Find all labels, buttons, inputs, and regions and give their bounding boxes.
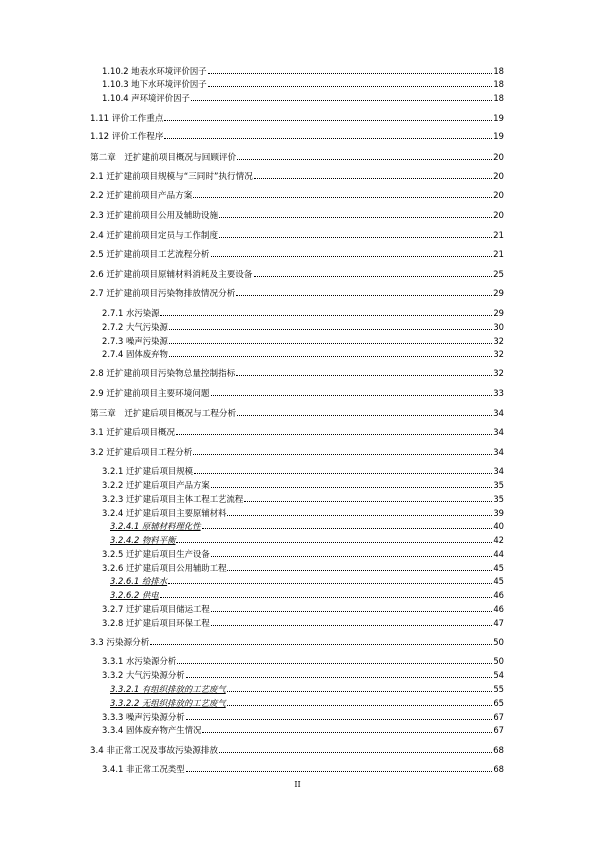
toc-entry[interactable] <box>90 210 504 221</box>
toc-entry-page: 46 <box>493 604 504 614</box>
toc-entry-page: 20 <box>493 172 504 182</box>
toc-entry-page: 18 <box>493 79 504 89</box>
toc-entry[interactable] <box>90 745 504 756</box>
toc-entry-title: 3.2.4 迁扩建后项目主要原辅材料 <box>102 508 227 518</box>
toc-entry-title: 2.4 迁扩建前项目定员与工作制度 <box>90 231 219 241</box>
toc-entry-title: 3.1 迁扩建后项目概况 <box>90 428 176 438</box>
toc-dot-leader <box>208 66 493 74</box>
toc-entry[interactable] <box>110 698 504 708</box>
toc-entry-title: 3.3.4 固体废弃物产生情况 <box>102 725 202 735</box>
toc-dot-leader <box>244 494 492 502</box>
toc-dot-leader <box>219 745 492 753</box>
toc-dot-leader <box>169 322 492 330</box>
toc-entry-page: 20 <box>493 211 504 221</box>
toc-entry-page: 50 <box>493 656 504 666</box>
toc-entry-page: 54 <box>493 670 504 680</box>
toc-entry-title: 3.2.2 迁扩建后项目产品方案 <box>102 480 210 490</box>
toc-entry-title: 3.2.6.2 供电 <box>110 590 159 600</box>
toc-entry[interactable] <box>90 637 504 648</box>
toc-dot-leader <box>236 288 492 296</box>
toc-entry-page: 19 <box>493 114 504 124</box>
toc-entry-title: 3.2.7 迁扩建后项目储运工程 <box>102 604 210 614</box>
page-number: II <box>294 780 301 789</box>
toc-entry[interactable] <box>90 288 504 299</box>
toc-entry-page: 67 <box>493 725 504 735</box>
toc-entry-title: 2.8 迁扩建前项目污染物总量控制指标 <box>90 369 236 379</box>
toc-entry-page: 50 <box>493 638 504 648</box>
toc-entry[interactable] <box>90 408 504 419</box>
toc-dot-leader <box>169 349 492 357</box>
toc-entry[interactable] <box>110 590 504 600</box>
toc-entry[interactable] <box>102 563 504 573</box>
toc-entry[interactable] <box>102 508 504 518</box>
toc-entry-page: 32 <box>493 336 504 346</box>
toc-dot-leader <box>227 563 492 571</box>
toc-entry-title: 3.3.2.1 有组织排放的工艺废气 <box>110 684 226 694</box>
toc-entry-page: 33 <box>493 389 504 399</box>
toc-entry-title: 2.7.4 固体废弃物 <box>102 349 168 359</box>
toc-entry-page: 45 <box>493 563 504 573</box>
toc-entry[interactable] <box>110 535 504 545</box>
toc-entry-title: 3.2.5 迁扩建后项目生产设备 <box>102 549 210 559</box>
toc-entry-title: 2.7.2 大气污染源 <box>102 322 168 332</box>
toc-entry-title: 2.2 迁扩建前项目产品方案 <box>90 191 193 201</box>
toc-dot-leader <box>211 549 493 557</box>
toc-entry-title: 2.7 迁扩建前项目污染物排放情况分析 <box>90 289 236 299</box>
toc-dot-leader <box>237 408 492 416</box>
toc-entry-page: 35 <box>493 494 504 504</box>
toc-entry[interactable] <box>102 466 504 476</box>
toc-dot-leader <box>186 670 493 678</box>
toc-dot-leader <box>164 113 492 121</box>
toc-dot-leader <box>160 308 492 316</box>
toc-entry-page: 39 <box>493 508 504 518</box>
toc-entry-page: 68 <box>493 764 504 774</box>
toc-entry-page: 18 <box>493 66 504 76</box>
toc-entry[interactable] <box>102 712 504 722</box>
toc-entry-title: 3.3.2.2 无组织排放的工艺废气 <box>110 698 226 708</box>
toc-entry[interactable] <box>110 576 504 586</box>
toc-dot-leader <box>177 656 492 664</box>
toc-entry[interactable] <box>90 131 504 142</box>
toc-entry-page: 29 <box>493 308 504 318</box>
toc-entry[interactable] <box>90 113 504 124</box>
toc-entry-page: 21 <box>493 231 504 241</box>
toc-entry-title: 3.3 污染源分析 <box>90 638 150 648</box>
toc-dot-leader <box>169 336 492 344</box>
toc-entry-page: 18 <box>493 93 504 103</box>
toc-entry-title: 3.3.2 大气污染源分析 <box>102 670 185 680</box>
toc-entry[interactable] <box>90 427 504 438</box>
toc-entry-title: 2.6 迁扩建前项目原辅材料消耗及主要设备 <box>90 270 253 280</box>
toc-entry[interactable] <box>90 152 504 163</box>
toc-entry-title: 2.7.1 水污染源 <box>102 308 160 318</box>
toc-dot-leader <box>168 576 492 584</box>
toc-dot-leader <box>208 79 493 87</box>
toc-entry[interactable] <box>90 171 504 182</box>
toc-dot-leader <box>211 480 493 488</box>
toc-entry[interactable] <box>90 249 504 260</box>
toc-dot-leader <box>176 427 492 435</box>
toc-dot-leader <box>227 508 492 516</box>
toc-entry[interactable] <box>102 494 504 504</box>
toc-entry[interactable] <box>102 480 504 490</box>
toc-entry[interactable] <box>90 190 504 201</box>
toc-entry-title: 1.11 评价工作重点 <box>90 114 164 124</box>
toc-entry-title: 2.3 迁扩建前项目公用及辅助设施 <box>90 211 219 221</box>
toc-entry[interactable] <box>102 66 504 76</box>
toc-entry[interactable] <box>102 764 504 774</box>
toc-entry-title: 3.2.6.1 给排水 <box>110 576 168 586</box>
toc-entry-page: 32 <box>493 349 504 359</box>
toc-entry-title: 1.10.3 地下水环境评价因子 <box>102 79 207 89</box>
toc-entry-page: 29 <box>493 289 504 299</box>
toc-entry-page: 67 <box>493 712 504 722</box>
toc-dot-leader <box>219 210 492 218</box>
toc-dot-leader <box>254 171 492 179</box>
toc-entry-page: 44 <box>493 549 504 559</box>
toc-entry-title: 2.1 迁扩建前项目规模与“三同时”执行情况 <box>90 172 253 182</box>
toc-entry-title: 第三章 迁扩建后项目概况与工程分析 <box>90 409 237 419</box>
toc-entry-page: 20 <box>493 191 504 201</box>
toc-dot-leader <box>176 535 492 543</box>
toc-entry[interactable] <box>102 549 504 559</box>
toc-dot-leader <box>191 93 492 101</box>
toc-dot-leader <box>160 590 493 598</box>
toc-entry-page: 34 <box>493 428 504 438</box>
toc-entry-title: 1.10.2 地表水环境评价因子 <box>102 66 207 76</box>
toc-entry[interactable] <box>90 269 504 280</box>
toc-entry-page: 32 <box>493 369 504 379</box>
toc-entry[interactable] <box>102 93 504 103</box>
toc-entry[interactable] <box>90 447 504 458</box>
toc-entry-page: 34 <box>493 466 504 476</box>
toc-entry-page: 65 <box>493 698 504 708</box>
toc-entry-title: 3.2 迁扩建后项目工程分析 <box>90 448 193 458</box>
toc-dot-leader <box>227 698 493 706</box>
toc-entry-title: 2.9 迁扩建前项目主要环境问题 <box>90 389 210 399</box>
toc-entry-title: 3.3.1 水污染源分析 <box>102 656 177 666</box>
toc-entry-title: 3.2.6 迁扩建后项目公用辅助工程 <box>102 563 227 573</box>
toc-entry-page: 21 <box>493 250 504 260</box>
toc-entry[interactable] <box>102 725 504 735</box>
toc-entry-title: 3.2.8 迁扩建后项目环保工程 <box>102 618 210 628</box>
toc-dot-leader <box>211 618 493 626</box>
toc-entry-page: 25 <box>493 270 504 280</box>
toc-entry-page: 47 <box>493 618 504 628</box>
toc-entry-title: 3.4 非正常工况及事故污染源排放 <box>90 746 219 756</box>
toc-dot-leader <box>236 368 492 376</box>
toc-entry[interactable] <box>102 656 504 666</box>
toc-entry[interactable] <box>102 336 504 346</box>
toc-dot-leader <box>194 466 492 474</box>
toc-entry-page: 68 <box>493 746 504 756</box>
toc-entry-page: 40 <box>493 521 504 531</box>
toc-dot-leader <box>211 604 493 612</box>
toc-entry-title: 3.2.1 迁扩建后项目规模 <box>102 466 193 476</box>
toc-entry-page: 34 <box>493 409 504 419</box>
toc-entry-title: 3.4.1 非正常工况类型 <box>102 764 185 774</box>
toc-dot-leader <box>186 712 493 720</box>
toc-entry-title: 3.3.3 噪声污染源分析 <box>102 712 185 722</box>
toc-entry-page: 46 <box>493 590 504 600</box>
toc-entry[interactable] <box>102 670 504 680</box>
toc-entry-page: 19 <box>493 132 504 142</box>
toc-entry[interactable] <box>102 322 504 332</box>
toc-entry[interactable] <box>102 618 504 628</box>
toc-entry-title: 3.2.3 迁扩建后项目主体工程工艺流程 <box>102 494 244 504</box>
toc-entry[interactable] <box>90 388 504 399</box>
toc-entry[interactable] <box>90 368 504 379</box>
toc-entry-title: 3.2.4.2 物料平衡 <box>110 535 176 545</box>
toc-entry[interactable] <box>90 230 504 241</box>
toc-entry-page: 45 <box>493 576 504 586</box>
toc-dot-leader <box>193 190 492 198</box>
toc-entry-page: 30 <box>493 322 504 332</box>
toc-dot-leader <box>186 764 493 772</box>
toc-dot-leader <box>237 152 492 160</box>
toc-entry-title: 1.10.4 声环境评价因子 <box>102 93 190 103</box>
toc-entry[interactable] <box>110 684 504 694</box>
toc-entry[interactable] <box>102 308 504 318</box>
toc-dot-leader <box>193 447 492 455</box>
toc-entry-page: 42 <box>493 535 504 545</box>
toc-entry-title: 第二章 迁扩建前项目概况与回顾评价 <box>90 153 237 163</box>
toc-entry[interactable] <box>102 79 504 89</box>
toc-dot-leader <box>254 269 493 277</box>
toc-entry-title: 3.2.4.1 原辅材料理化性 <box>110 521 201 531</box>
toc-entry[interactable] <box>110 521 504 531</box>
toc-entry-title: 2.7.3 噪声污染源 <box>102 336 168 346</box>
toc-dot-leader <box>164 131 492 139</box>
toc-dot-leader <box>211 388 493 396</box>
toc-dot-leader <box>202 725 492 733</box>
toc-dot-leader <box>219 230 492 238</box>
toc-entry-page: 20 <box>493 153 504 163</box>
toc-entry-page: 55 <box>493 684 504 694</box>
toc-entry[interactable] <box>102 349 504 359</box>
toc-dot-leader <box>211 249 493 257</box>
toc-dot-leader <box>202 521 493 529</box>
toc-dot-leader <box>227 684 493 692</box>
toc-entry[interactable] <box>102 604 504 614</box>
toc-dot-leader <box>150 637 492 645</box>
toc-entry-page: 34 <box>493 448 504 458</box>
toc-entry-title: 2.5 迁扩建前项目工艺流程分析 <box>90 250 210 260</box>
toc-entry-title: 1.12 评价工作程序 <box>90 132 164 142</box>
toc-entry-page: 35 <box>493 480 504 490</box>
